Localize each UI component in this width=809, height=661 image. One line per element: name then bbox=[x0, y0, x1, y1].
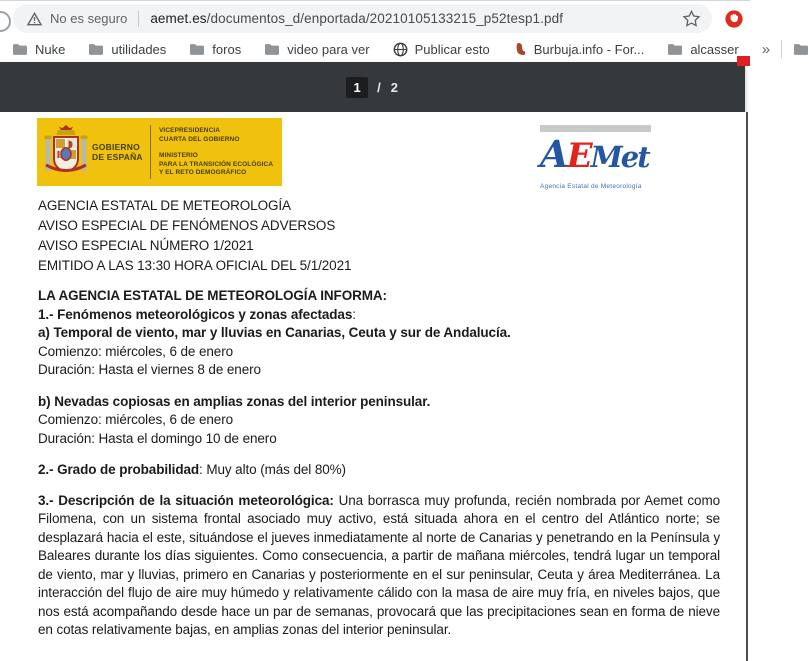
document-body bbox=[38, 196, 720, 640]
item-a-title: a) Temporal de viento, mar y lluvias en Canarias, Ceuta y sur de Andalucía. bbox=[38, 325, 511, 340]
extension-hand-icon[interactable] bbox=[724, 9, 744, 29]
gobierno-espana-logo bbox=[37, 118, 282, 186]
aemet-letters-met: Met bbox=[590, 140, 649, 174]
situation-text: Una borrasca muy profunda, recién nombrada por Aemet como Filomena, con un sistema frontal asociado muy activo, está situada ahora en el centro del Atlántico norte; se desplazará hacia el este, situándose el jueves inmediatamente al norte de Canarias y penetrando en la Península y Baleares durante los días siguientes. Como consecuencia, a partir de mañana miércoles, tendrá lugar un temporal de viento, mar y lluvias, primero en Canarias y posteriormente en el sur peninsular, Ceuta y área Mediterránea. La interacción del flujo de aire muy húmedo y relativamente cálido con la masa de aire muy fría, en niveles bajos, que nos está acompañando desde hace un par de semanas, provocará que las precipitaciones sean en forma de nieve en cotas relativamente bajas, en amplias zonas del interior peninsular. bbox=[38, 492, 720, 637]
security-status-label: No es seguro bbox=[50, 11, 128, 26]
aemet-letter-e: E bbox=[566, 136, 591, 176]
aemet-wordmark bbox=[540, 134, 652, 182]
bookmark-label: alcasser bbox=[690, 41, 739, 57]
bookmark-burbuja-info[interactable] bbox=[513, 42, 645, 57]
bookmarks-bar-divider bbox=[781, 40, 782, 58]
section1-title-rest: : bbox=[352, 306, 356, 322]
item-a-duracion: Duración: Hasta el viernes 8 de enero bbox=[38, 362, 261, 377]
red-edge-marker bbox=[737, 56, 750, 66]
item-b-section bbox=[38, 393, 720, 449]
folder-icon bbox=[189, 43, 205, 56]
header-line: AVISO ESPECIAL NÚMERO 1/2021 bbox=[38, 238, 254, 253]
pdf-page bbox=[0, 112, 750, 661]
probability-value: : Muy alto (más del 80%) bbox=[199, 462, 346, 477]
url-text bbox=[150, 11, 563, 26]
bookmark-folder-foros[interactable] bbox=[189, 42, 241, 57]
folder-icon bbox=[12, 43, 28, 56]
url-domain: aemet.es bbox=[150, 11, 207, 26]
burbuja-favicon bbox=[513, 42, 527, 56]
ministry-text bbox=[159, 127, 273, 178]
url-path: /documentos_d/enportada/20210105133215_p52tesp1.pdf bbox=[206, 11, 564, 26]
bookmark-label: foros bbox=[212, 41, 242, 57]
folder-icon bbox=[264, 43, 280, 56]
probability-label: 2.- Grado de probabilidad bbox=[38, 462, 200, 477]
bookmarks-bar bbox=[0, 36, 771, 63]
bookmark-label: utilidades bbox=[111, 41, 167, 57]
probability-section bbox=[38, 461, 720, 480]
bookmark-folder-video-para-ver[interactable] bbox=[264, 42, 369, 57]
aemet-tagline: Agencia Estatal de Meteorología bbox=[540, 183, 642, 190]
aemet-logo bbox=[540, 125, 652, 190]
address-bar[interactable] bbox=[13, 4, 712, 33]
gov-name-line: GOBIERNO bbox=[92, 142, 140, 152]
folder-icon bbox=[88, 43, 104, 56]
bookmark-label: Nuke bbox=[35, 41, 66, 57]
item-b-comienzo: Comienzo: miércoles, 6 de enero bbox=[38, 412, 233, 427]
section1-title bbox=[38, 306, 720, 325]
informa-title: LA AGENCIA ESTATAL DE METEOROLOGÍA INFORMA: bbox=[38, 288, 387, 303]
page-number-input[interactable]: 1 bbox=[346, 77, 368, 98]
header-line: EMITIDO A LAS 13:30 HORA OFICIAL DEL 5/1/2021 bbox=[38, 258, 352, 273]
bookmark-star-icon[interactable] bbox=[682, 9, 701, 28]
bookmark-publicar-esto[interactable] bbox=[393, 42, 490, 57]
omnibox-divider bbox=[138, 11, 139, 27]
spain-coat-of-arms-icon bbox=[44, 123, 88, 181]
ministry-line: MINISTERIO bbox=[159, 152, 198, 160]
dept-line: CUARTA DEL GOBIERNO bbox=[159, 135, 240, 143]
ministry-line: Y EL RETO DEMOGRÁFICO bbox=[159, 169, 247, 177]
page-right-edge bbox=[746, 112, 748, 661]
not-secure-warning-icon bbox=[27, 12, 42, 26]
page-total: 2 bbox=[390, 79, 399, 95]
header-line: AVISO ESPECIAL DE FENÓMENOS ADVERSOS bbox=[38, 218, 336, 233]
address-bar-row bbox=[0, 1, 750, 36]
bookmark-label: Publicar esto bbox=[414, 41, 490, 57]
folder-icon bbox=[667, 43, 683, 56]
bookmarks-overflow-chevron[interactable]: » bbox=[761, 40, 771, 58]
page-separator: / bbox=[377, 79, 382, 95]
situation-description-section bbox=[38, 492, 720, 640]
document-header-block bbox=[38, 196, 720, 276]
dept-line: VICEPRESIDENCIA bbox=[159, 127, 221, 134]
bookmark-folder-nuke[interactable] bbox=[12, 42, 65, 57]
pdf-viewer-toolbar bbox=[0, 62, 745, 112]
informa-section bbox=[38, 287, 720, 380]
aemet-logo-bar bbox=[540, 125, 651, 132]
situation-label: 3.- Descripción de la situación meteorológica: bbox=[38, 492, 334, 508]
item-b-title: b) Nevadas copiosas en amplias zonas del interior peninsular. bbox=[38, 393, 431, 409]
gov-name-line: DE ESPAÑA bbox=[92, 152, 143, 162]
bookmark-label: Burbuja.info - For... bbox=[533, 41, 645, 57]
item-b-duracion: Duración: Hasta el domingo 10 de enero bbox=[38, 430, 277, 446]
bookmark-label: video para ver bbox=[287, 41, 370, 57]
header-line: AGENCIA ESTATAL DE METEOROLOGÍA bbox=[38, 198, 291, 213]
other-bookmarks-folder-icon[interactable] bbox=[793, 43, 809, 56]
bookmark-folder-alcasser[interactable] bbox=[667, 42, 738, 57]
aemet-letter-a: A bbox=[540, 132, 567, 176]
section1-title-bold: 1.- Fenómenos meteorológicos y zonas afectadas bbox=[38, 306, 353, 322]
globe-icon bbox=[393, 42, 408, 57]
logo-divider bbox=[150, 125, 151, 179]
item-a-comienzo: Comienzo: miércoles, 6 de enero bbox=[38, 343, 233, 359]
bookmark-folder-utilidades[interactable] bbox=[88, 42, 166, 57]
partial-toolbar-icon bbox=[0, 11, 11, 32]
gobierno-name-text bbox=[92, 142, 143, 162]
ministry-line: PARA LA TRANSICIÓN ECOLÓGICA bbox=[159, 160, 274, 168]
